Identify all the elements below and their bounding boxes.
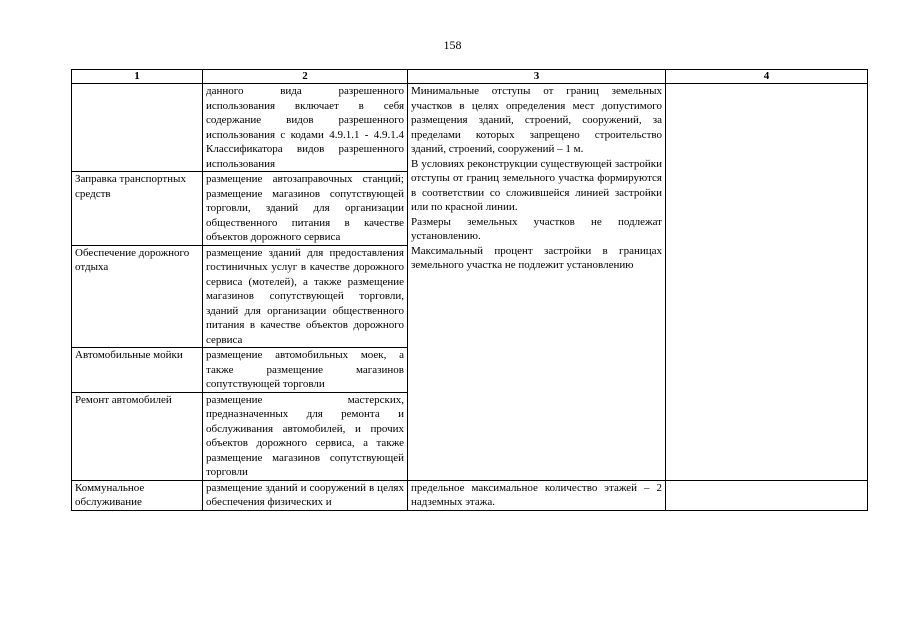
regulations-table <box>71 69 868 511</box>
cell-col1: Коммунальное обслуживание <box>72 480 203 510</box>
cell-col1: Ремонт автомобилей <box>72 392 203 480</box>
header-col-1: 1 <box>72 70 203 84</box>
cell-col2: размещение зданий и сооружений в целях обеспечения физических и <box>203 480 408 510</box>
cell-col2: размещение автозаправочных станций; размещение магазинов сопутствующей торговли, зданий для организации общественного питания в качестве объектов дорожного сервиса <box>203 172 408 246</box>
cell-col4-group <box>666 84 868 481</box>
col3-paragraph: Размеры земельных участков не подлежат установлению. <box>411 215 662 242</box>
cell-col2: размещение автомобильных моек, а также размещение магазинов сопутствующей торговли <box>203 348 408 393</box>
header-col-3: 3 <box>408 70 666 84</box>
cell-col1-empty <box>72 84 203 172</box>
header-row <box>72 70 868 84</box>
cell-col2: размещение зданий для предоставления гостиничных услуг в качестве дорожного сервиса (мотелей), а также размещение магазинов сопутствующей торговли, зданий для организации общественного питания в качестве объектов дорожного сервиса <box>203 245 408 348</box>
table-row <box>72 480 868 510</box>
cell-col3: предельное максимальное количество этажей – 2 надземных этажа. <box>408 480 666 510</box>
header-col-4: 4 <box>666 70 868 84</box>
col3-paragraph: Максимальный процент застройки в границах земельного участка не подлежит установлению <box>411 244 662 271</box>
cell-col2-continuation: данного вида разрешенного использования включает в себя содержание видов разрешенного использования с кодами 4.9.1.1 - 4.9.1.4 Классификатора видов разрешенного использования <box>203 84 408 172</box>
col3-paragraph: В условиях реконструкции существующей застройки отступы от границ земельного участка формируются в соответствии со сложившейся линией застройки или по красной линии. <box>411 157 662 213</box>
cell-col1: Заправка транспортных средств <box>72 172 203 246</box>
cell-col4-empty <box>666 480 868 510</box>
table-row <box>72 84 868 172</box>
cell-col1: Обеспечение дорожного отдыха <box>72 245 203 348</box>
col3-paragraph: Минимальные отступы от границ земельных участков в целях определения мест допустимого размещения зданий, строений, сооружений, за пределами которых запрещено строительство зданий, строений, сооружений – 1 м. <box>411 85 662 155</box>
cell-col3-group <box>408 84 666 481</box>
cell-col1: Автомобильные мойки <box>72 348 203 393</box>
header-col-2: 2 <box>203 70 408 84</box>
page-number: 158 <box>443 38 462 52</box>
cell-col2: размещение мастерских, предназначенных для ремонта и обслуживания автомобилей, и прочих объектов дорожного сервиса, а также размещение магазинов сопутствующей торговли <box>203 392 408 480</box>
